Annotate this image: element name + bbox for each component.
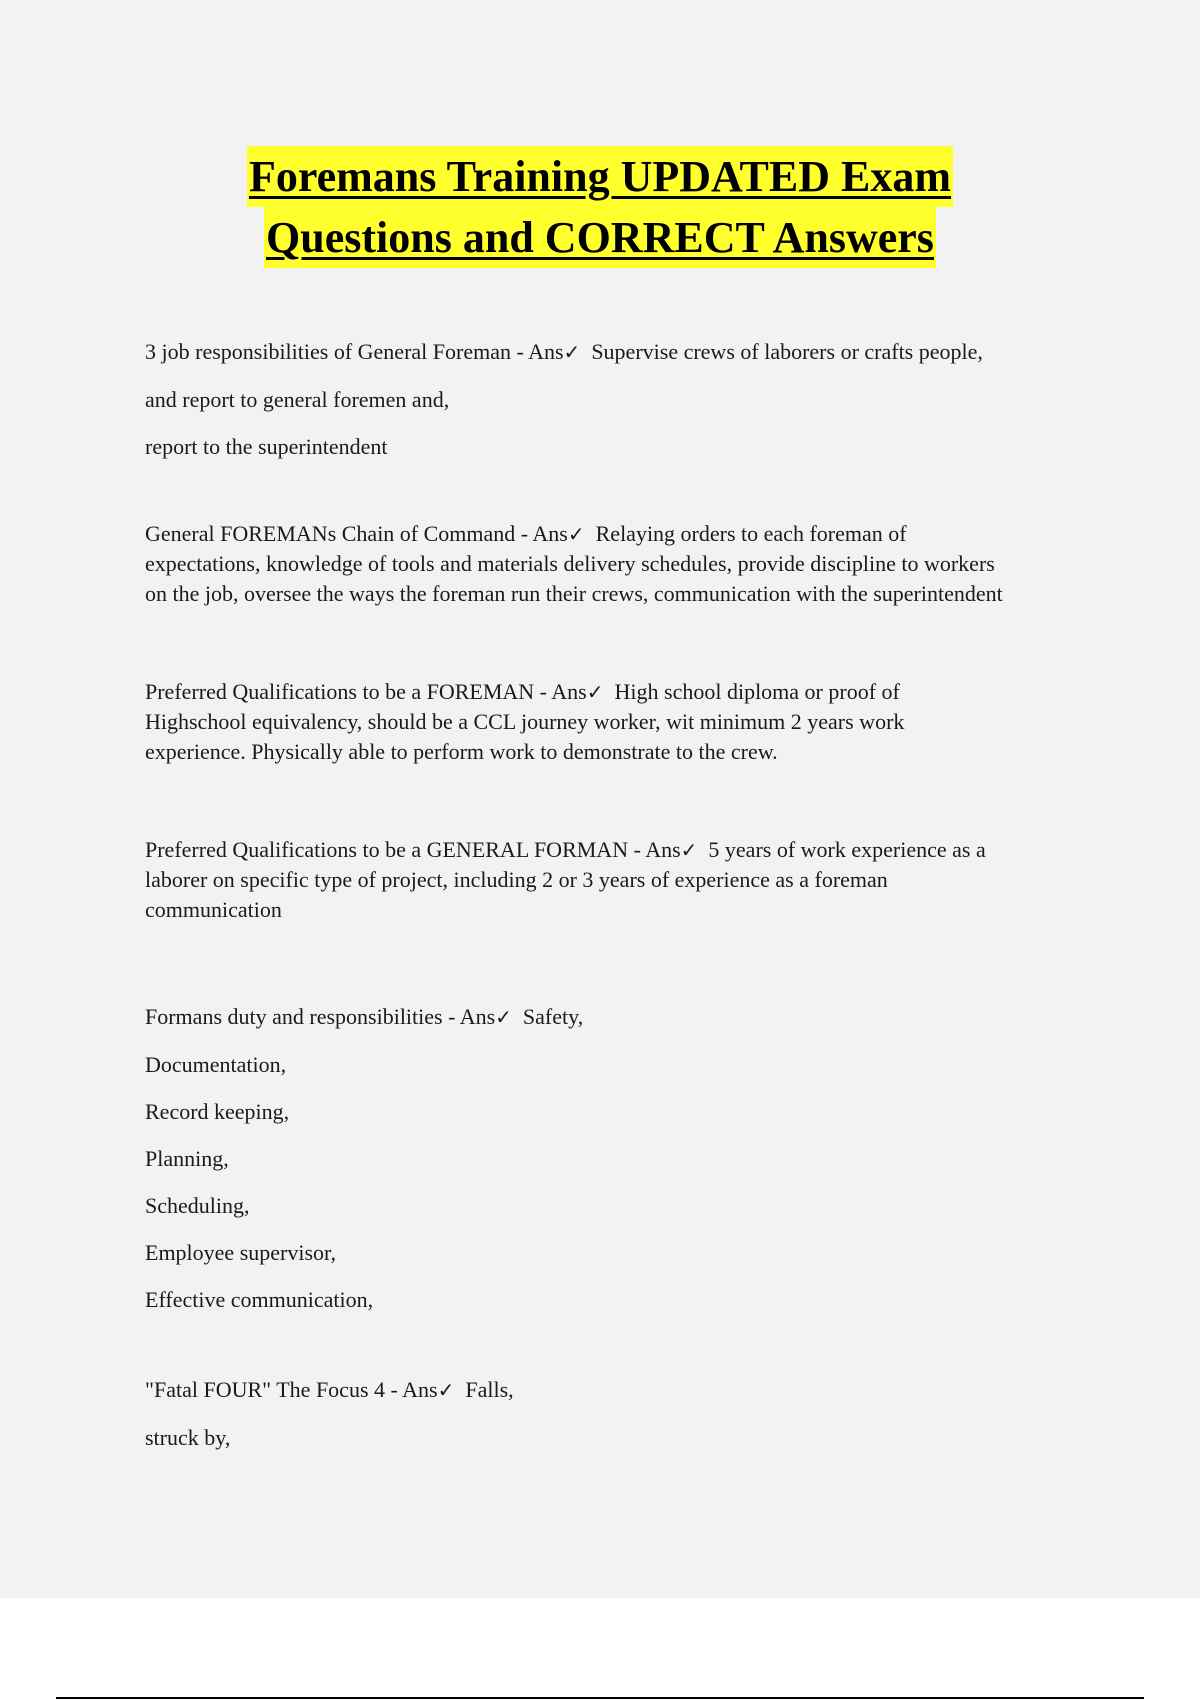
qa-item-3 [145, 677, 904, 767]
check-icon: ✓ [586, 680, 604, 704]
ans-marker: Ans [402, 1377, 438, 1402]
check-icon: ✓ [563, 340, 581, 364]
question-text: Preferred Qualifications to be a GENERAL FORMAN - [145, 837, 646, 862]
ans-marker: Ans [528, 339, 564, 364]
question-text: Preferred Qualifications to be a FOREMAN - [145, 679, 552, 704]
answer-line: struck by, [145, 1425, 231, 1450]
answer-line: 5 years of work experience as a [708, 837, 986, 862]
answer-line: experience. Physically able to perform work to demonstrate to the crew. [145, 739, 778, 764]
question-text: Formans duty and responsibilities - [145, 1004, 460, 1029]
ans-marker: Ans [532, 521, 568, 546]
answer-line: report to the superintendent [145, 434, 388, 459]
document-title [0, 146, 1200, 268]
check-icon: ✓ [567, 522, 585, 546]
answer-line: Highschool equivalency, should be a CCL journey worker, wit minimum 2 years work [145, 709, 905, 734]
answer-line: Safety, [522, 1004, 584, 1029]
qa-item-2 [145, 519, 1003, 609]
answer-line: Documentation, [145, 1052, 287, 1077]
question-text: General FOREMANs Chain of Command - [145, 521, 533, 546]
qa-item-6 [145, 1366, 514, 1461]
answer-line: Relaying orders to each foreman of [595, 521, 907, 546]
answer-line: Effective communication, [145, 1287, 374, 1312]
ans-marker: Ans [645, 837, 681, 862]
answer-line: laborer on specific type of project, including 2 or 3 years of experience as a foreman [145, 867, 888, 892]
answer-line: on the job, oversee the ways the foreman run their crews, communication with the superintendent [145, 581, 1003, 606]
answer-line: communication [145, 897, 282, 922]
ans-marker: Ans [551, 679, 587, 704]
ans-marker: Ans [459, 1004, 496, 1029]
title-line-2: Questions and CORRECT Answers [264, 207, 936, 268]
answer-line: and report to general foremen and, [145, 387, 450, 412]
title-line-1: Foremans Training UPDATED Exam [247, 146, 953, 207]
answer-line: Employee supervisor, [145, 1240, 336, 1265]
check-icon: ✓ [437, 1378, 455, 1402]
question-text: "Fatal FOUR" The Focus 4 - [145, 1377, 403, 1402]
qa-item-1 [145, 328, 983, 470]
answer-line: Record keeping, [145, 1099, 290, 1124]
answer-line: expectations, knowledge of tools and materials delivery schedules, provide discipline to workers [145, 551, 995, 576]
check-icon: ✓ [495, 1005, 512, 1029]
footer-divider [56, 1697, 1144, 1699]
answer-line: High school diploma or proof of [614, 679, 900, 704]
answer-line: Falls, [465, 1377, 514, 1402]
answer-line: Planning, [145, 1146, 229, 1171]
answer-line: Scheduling, [145, 1193, 250, 1218]
answer-line: Supervise crews of laborers or crafts people, [591, 339, 983, 364]
qa-item-4 [145, 835, 986, 925]
qa-item-5 [145, 993, 583, 1323]
check-icon: ✓ [680, 838, 698, 862]
question-text: 3 job responsibilities of General Foreman - [145, 339, 529, 364]
